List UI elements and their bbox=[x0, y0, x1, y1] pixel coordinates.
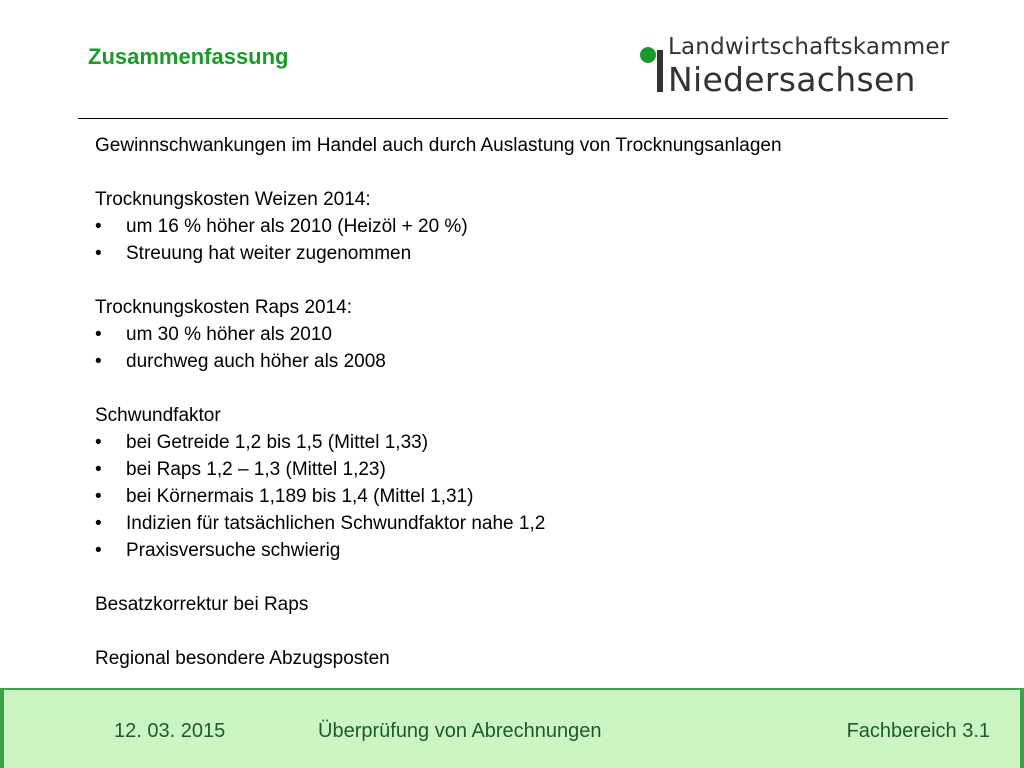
section-heading: Regional besondere Abzugsposten bbox=[95, 648, 390, 669]
logo-text-top: Landwirtschaftskammer bbox=[668, 34, 950, 60]
bullet-icon: • bbox=[95, 459, 102, 480]
section-heading: Trocknungskosten Raps 2014: bbox=[95, 297, 353, 318]
list-item-text: bei Körnermais 1,189 bis 1,4 (Mittel 1,31) bbox=[126, 486, 474, 507]
section-heading: Besatzkorrektur bei Raps bbox=[95, 594, 309, 615]
bullet-icon: • bbox=[95, 351, 102, 372]
raps-section bbox=[95, 294, 975, 375]
bullet-icon: • bbox=[95, 486, 102, 507]
list-item bbox=[95, 213, 975, 240]
footer-topic: Überprüfung von Abrechnungen bbox=[318, 720, 602, 742]
section-heading: Schwundfaktor bbox=[95, 405, 221, 426]
list-item bbox=[95, 483, 975, 510]
logo-mark-icon bbox=[640, 44, 664, 92]
bullet-list bbox=[95, 213, 975, 267]
logo-text-bottom: Niedersachsen bbox=[668, 60, 916, 99]
section-heading: Trocknungskosten Weizen 2014: bbox=[95, 189, 371, 210]
list-item-text: durchweg auch höher als 2008 bbox=[126, 351, 386, 372]
intro-text: Gewinnschwankungen im Handel auch durch Auslastung von Trocknungsanlagen bbox=[95, 135, 782, 156]
list-item-text: bei Getreide 1,2 bis 1,5 (Mittel 1,33) bbox=[126, 432, 429, 453]
regional-section bbox=[95, 645, 975, 672]
list-item bbox=[95, 321, 975, 348]
list-item bbox=[95, 456, 975, 483]
logo bbox=[640, 34, 960, 99]
list-item-text: Indizien für tatsächlichen Schwundfaktor nahe 1,2 bbox=[126, 513, 546, 534]
bullet-icon: • bbox=[95, 513, 102, 534]
footer bbox=[0, 688, 1024, 768]
besatz-section bbox=[95, 591, 975, 618]
list-item bbox=[95, 537, 975, 564]
list-item-text: Streuung hat weiter zugenommen bbox=[126, 243, 412, 264]
bullet-icon: • bbox=[95, 216, 102, 237]
bullet-icon: • bbox=[95, 324, 102, 345]
header-divider bbox=[78, 118, 948, 119]
bullet-icon: • bbox=[95, 243, 102, 264]
list-item bbox=[95, 429, 975, 456]
list-item-text: um 16 % höher als 2010 (Heizöl + 20 %) bbox=[126, 216, 468, 237]
bullet-icon: • bbox=[95, 432, 102, 453]
page-title: Zusammenfassung bbox=[88, 44, 289, 69]
list-item bbox=[95, 348, 975, 375]
footer-date: 12. 03. 2015 bbox=[114, 720, 226, 742]
list-item bbox=[95, 240, 975, 267]
bullet-list bbox=[95, 429, 975, 564]
list-item-text: um 30 % höher als 2010 bbox=[126, 324, 332, 345]
list-item bbox=[95, 510, 975, 537]
list-item-text: Praxisversuche schwierig bbox=[126, 540, 341, 561]
weizen-section bbox=[95, 186, 975, 267]
bullet-list bbox=[95, 321, 975, 375]
schwund-section bbox=[95, 402, 975, 564]
list-item-text: bei Raps 1,2 – 1,3 (Mittel 1,23) bbox=[126, 459, 386, 480]
intro-section bbox=[95, 132, 975, 159]
slide-content bbox=[95, 132, 975, 699]
bullet-icon: • bbox=[95, 540, 102, 561]
footer-department: Fachbereich 3.1 bbox=[846, 720, 990, 742]
